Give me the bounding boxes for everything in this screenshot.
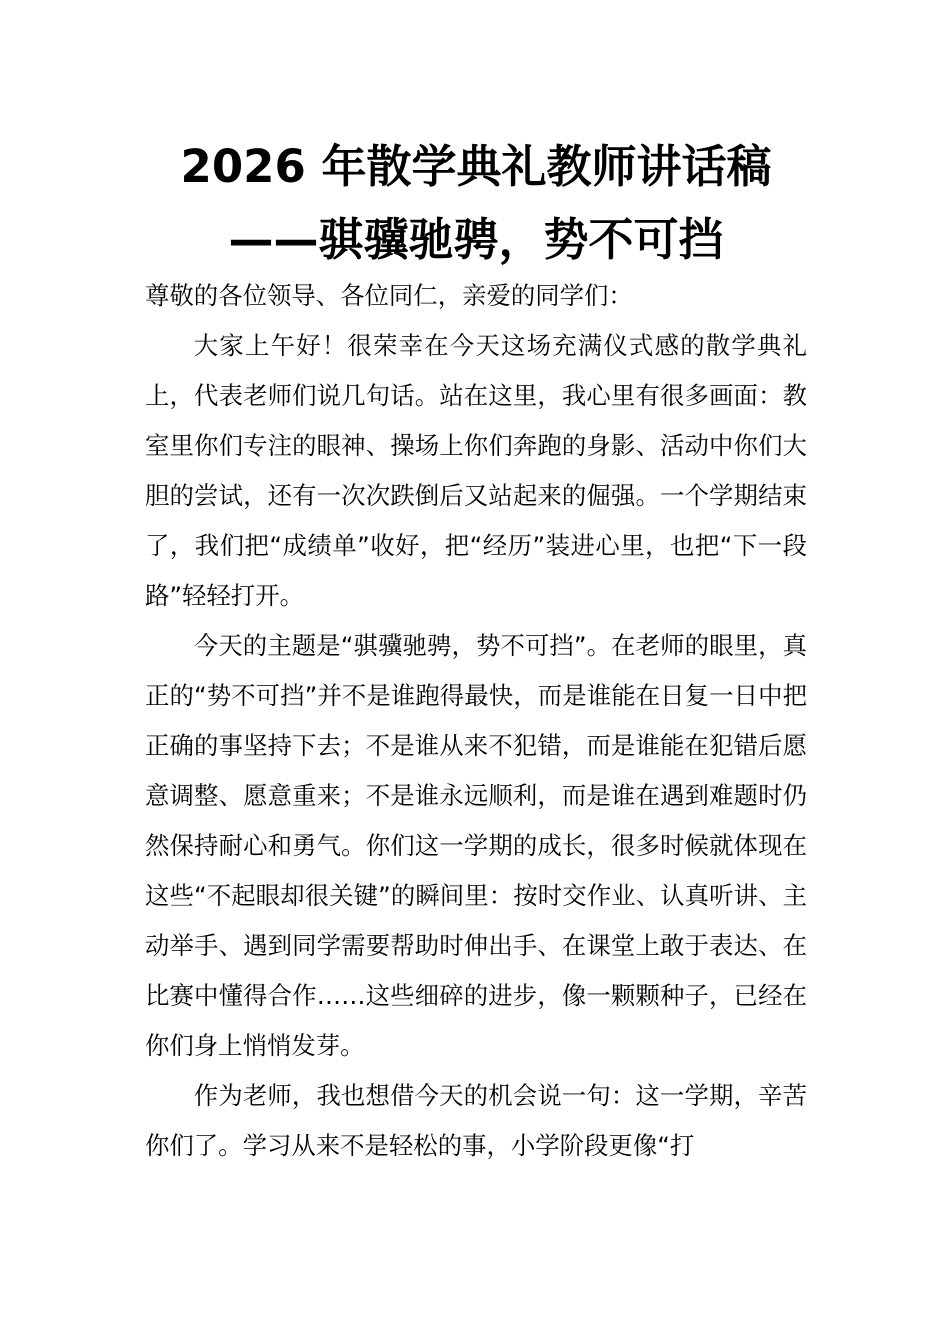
paragraph-1: 大家上午好！很荣幸在今天这场充满仪式感的散学典礼上，代表老师们说几句话。站在这里，我心里有很多画面：教室里你们专注的眼神、操场上你们奔跑的身影、活动中你们大胆的尝试，还有一次次跌倒后又站起来的倔强。一个学期结束了，我们把“成绩单”收好，把“经历”装进心里，也把“下一段路”轻轻打开。 <box>145 331 807 610</box>
title-line-2: ——骐骥驰骋，势不可挡 <box>228 213 724 266</box>
document-page <box>145 130 807 1171</box>
paragraph-3: 作为老师，我也想借今天的机会说一句：这一学期，辛苦你们了。学习从来不是轻松的事，小学阶段更像“打 <box>145 1081 807 1160</box>
salutation: 尊敬的各位领导、各位同仁，亲爱的同学们： <box>145 281 633 310</box>
paragraph-2: 今天的主题是“骐骥驰骋，势不可挡”。在老师的眼里，真正的“势不可挡”并不是谁跑得最快，而是谁能在日复一日中把正确的事坚持下去；不是谁从来不犯错，而是谁能在犯错后愿意调整、愿意重来；不是谁永远顺利，而是谁在遇到难题时仍然保持耐心和勇气。你们这一学期的成长，很多时候就体现在这些“不起眼却很关键”的瞬间里：按时交作业、认真听讲、主动举手、遇到同学需要帮助时伸出手、在课堂上敢于表达、在比赛中懂得合作……这些细碎的进步，像一颗颗种子，已经在你们身上悄悄发芽。 <box>145 631 807 1060</box>
title-line-1: 2026 年散学典礼教师讲话稿 <box>180 140 772 193</box>
